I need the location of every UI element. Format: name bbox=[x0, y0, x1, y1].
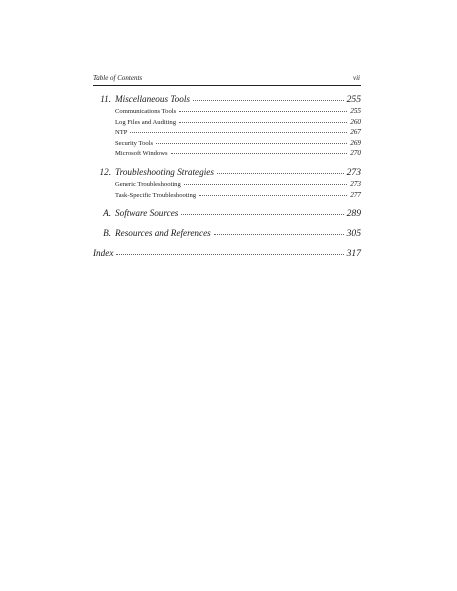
dot-leader bbox=[199, 195, 347, 196]
toc-group-appendix-b bbox=[93, 228, 361, 241]
section-title: Task-Specific Troubleshooting bbox=[115, 191, 197, 199]
toc-entry-generic-troubleshooting[interactable] bbox=[93, 180, 361, 191]
section-title: Security Tools bbox=[115, 139, 154, 147]
chapter-number: 11. bbox=[100, 94, 111, 104]
appendix-title: Resources and References bbox=[115, 228, 211, 239]
index-title: Index bbox=[93, 248, 114, 259]
header-rule bbox=[93, 85, 361, 86]
section-page: 273 bbox=[350, 179, 361, 188]
section-page: 260 bbox=[350, 117, 361, 126]
section-title: Generic Troubleshooting bbox=[115, 180, 181, 188]
section-title: Microsoft Windows bbox=[115, 150, 168, 158]
dot-leader bbox=[214, 234, 344, 235]
chapter-number: 12. bbox=[99, 166, 111, 177]
dot-leader bbox=[184, 184, 347, 185]
dot-leader bbox=[179, 122, 347, 123]
dot-leader bbox=[179, 111, 347, 112]
toc-group-appendix-a bbox=[93, 208, 361, 221]
dot-leader bbox=[181, 214, 343, 215]
chapter-page: 255 bbox=[346, 94, 361, 105]
index-page: 317 bbox=[346, 248, 361, 260]
toc-entry-task-specific-troubleshooting[interactable] bbox=[93, 191, 361, 202]
table-of-contents bbox=[93, 94, 361, 268]
toc-group-chapter-12 bbox=[93, 167, 361, 201]
chapter-title: Troubleshooting Strategies bbox=[115, 166, 214, 177]
toc-entry-log-files-and-auditing[interactable] bbox=[93, 118, 361, 129]
appendix-letter: B. bbox=[103, 228, 111, 239]
section-title: Log Files and Auditing bbox=[115, 118, 176, 126]
toc-entry-appendix-a[interactable] bbox=[93, 208, 361, 221]
toc-entry-chapter-12[interactable] bbox=[93, 167, 361, 180]
toc-group-chapter-11 bbox=[93, 94, 361, 160]
section-page: 270 bbox=[350, 149, 361, 158]
section-page: 269 bbox=[350, 138, 361, 147]
section-page: 255 bbox=[350, 107, 361, 115]
appendix-title: Software Sources bbox=[115, 208, 179, 219]
dot-leader bbox=[130, 132, 347, 133]
toc-entry-microsoft-windows[interactable] bbox=[93, 149, 361, 160]
section-page: 277 bbox=[350, 190, 361, 199]
running-header bbox=[93, 74, 360, 82]
appendix-page: 305 bbox=[346, 228, 361, 240]
toc-group-index bbox=[93, 248, 361, 261]
dot-leader bbox=[116, 254, 343, 255]
section-title: Communications Tools bbox=[115, 108, 177, 115]
chapter-title: Miscellaneous Tools bbox=[115, 94, 190, 104]
appendix-page: 289 bbox=[346, 208, 361, 220]
toc-entry-chapter-11[interactable] bbox=[93, 94, 361, 107]
toc-entry-appendix-b[interactable] bbox=[93, 228, 361, 241]
section-title: NTP bbox=[115, 129, 128, 137]
dot-leader bbox=[156, 143, 347, 144]
dot-leader bbox=[217, 173, 344, 174]
running-header-page-number: vii bbox=[353, 74, 360, 82]
dot-leader bbox=[193, 100, 344, 101]
appendix-letter: A. bbox=[103, 208, 111, 219]
chapter-page: 273 bbox=[346, 166, 361, 178]
toc-entry-security-tools[interactable] bbox=[93, 139, 361, 150]
toc-entry-ntp[interactable] bbox=[93, 128, 361, 139]
toc-entry-index[interactable] bbox=[93, 248, 361, 261]
dot-leader bbox=[171, 153, 348, 154]
running-header-title: Table of Contents bbox=[93, 74, 143, 82]
section-page: 267 bbox=[350, 128, 361, 137]
toc-entry-communications-tools[interactable] bbox=[93, 107, 361, 118]
